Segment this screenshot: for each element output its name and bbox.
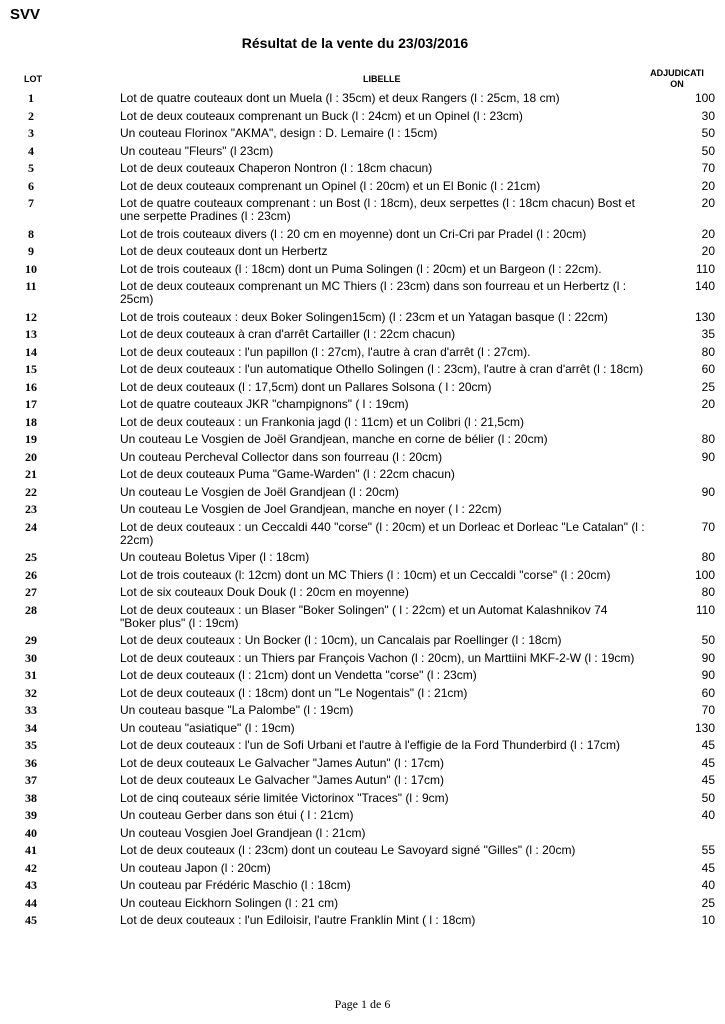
lot-description: Lot de trois couteaux : deux Boker Solingen15cm) (l : 23cm et un Yatagan basque (l : 22cm) <box>120 309 608 324</box>
lot-number: 20 <box>25 449 37 464</box>
table-row <box>0 603 725 631</box>
lot-description: Lot de deux couteaux dont un Herbertz <box>120 244 328 259</box>
table-row <box>0 773 725 788</box>
lot-description: Lot de deux couteaux Le Galvacher "James Autun" (l : 17cm) <box>120 755 445 770</box>
lot-price: 25 <box>701 895 715 910</box>
lot-price: 40 <box>701 878 715 893</box>
lot-number: 13 <box>25 327 37 342</box>
lot-number: 32 <box>25 685 37 700</box>
table-row <box>0 109 725 124</box>
lot-description: Lot de deux couteaux Le Galvacher "James Autun" (l : 17cm) <box>120 773 445 788</box>
lot-description: Lot de trois couteaux (l : 18cm) dont un Puma Solingen (l : 20cm) et un Bargeon (l : 22cm). <box>120 261 602 276</box>
table-row <box>0 651 725 666</box>
lot-number: 7 <box>28 196 34 210</box>
table-row <box>0 756 725 771</box>
lot-number: 37 <box>25 773 37 788</box>
lot-description: Un couteau Eickhorn Solingen (l : 21 cm) <box>120 895 339 910</box>
table-row <box>0 279 725 307</box>
table-row <box>0 310 725 325</box>
lot-description: Lot de deux couteaux : un Ceccaldi 440 "corse" (l : 20cm) et un Dorleac et Dorleac "Le Catalan" (l : 22cm) <box>120 519 645 547</box>
lot-description: Lot de quatre couteaux comprenant : un Bost (l : 18cm), deux serpettes (l : 18cm chacun) Bost et une serpette Pradines (l : 23cm) <box>120 196 635 224</box>
lot-price: 50 <box>701 633 715 648</box>
lot-number: 44 <box>25 895 37 910</box>
table-row <box>0 362 725 377</box>
lot-price: 110 <box>695 602 715 617</box>
lot-description: Lot de deux couteaux : l'un de Sofi Urbani et l'autre à l'effigie de la Ford Thunderbird (l : 17cm) <box>120 738 621 753</box>
lot-number: 24 <box>25 519 37 534</box>
table-row <box>0 179 725 194</box>
lot-price: 55 <box>701 843 715 858</box>
lot-price: 60 <box>701 685 715 700</box>
lots-table <box>0 91 725 931</box>
lot-description: Lot de deux couteaux : un Blaser "Boker Solingen" ( l : 22cm) et un Automat Kalashnikov 74 "Boker plus" (l : 19cm) <box>120 602 608 631</box>
table-row <box>0 668 725 683</box>
lot-description: Lot de deux couteaux : un Thiers par François Vachon (l : 20cm), un Marttiini MKF-2-W (l : 19cm) <box>120 650 635 665</box>
lot-number: 31 <box>25 668 37 683</box>
table-row <box>0 485 725 500</box>
lot-price: 90 <box>701 484 715 499</box>
lot-number: 26 <box>25 567 37 582</box>
lot-number: 9 <box>28 244 34 259</box>
table-row <box>0 144 725 159</box>
lot-description: Lot de deux couteaux comprenant un MC Thiers (l : 23cm) dans son fourreau et un Herbertz (l : 25cm) <box>120 279 627 307</box>
lot-description: Lot de deux couteaux : un Frankonia jagd (l : 11cm) et un Colibri (l : 21,5cm) <box>120 414 524 429</box>
lot-number: 28 <box>25 602 37 617</box>
lot-description: Lot de cinq couteaux série limitée Victorinox "Traces" (l : 9cm) <box>120 790 449 805</box>
table-row <box>0 262 725 277</box>
lot-number: 23 <box>25 502 37 517</box>
lot-price: 80 <box>701 585 715 600</box>
lot-price: 70 <box>701 703 715 718</box>
lot-price: 130 <box>694 309 715 324</box>
table-row <box>0 450 725 465</box>
table-row <box>0 896 725 911</box>
lot-price <box>645 826 715 827</box>
page-number: Page 1 de 6 <box>334 997 391 1011</box>
table-row <box>0 568 725 583</box>
table-row <box>0 502 725 517</box>
lot-price: 35 <box>701 327 715 342</box>
lot-number: 1 <box>28 91 34 105</box>
table-row <box>0 520 725 548</box>
lot-price: 20 <box>701 397 715 412</box>
table-row <box>0 861 725 876</box>
lot-description: Lot de deux couteaux à cran d'arrêt Cartailler (l : 22cm chacun) <box>120 327 456 342</box>
lot-price: 30 <box>701 108 715 123</box>
lot-description: Un couteau Boletus Viper (l : 18cm) <box>120 550 310 565</box>
table-row <box>0 843 725 858</box>
table-row <box>0 686 725 701</box>
lot-number: 18 <box>25 414 37 429</box>
lot-description: Lot de deux couteaux : Un Bocker (l : 10cm), un Cancalais par Roellinger (l : 18cm) <box>120 633 562 648</box>
lot-number: 14 <box>25 344 37 359</box>
lot-number: 15 <box>25 362 37 377</box>
lot-description: Lot de quatre couteaux dont un Muela (l : 35cm) et deux Rangers (l : 25cm, 18 cm) <box>120 91 560 105</box>
table-row <box>0 703 725 718</box>
table-row <box>0 585 725 600</box>
lot-description: Un couteau basque "La Palombe" (l : 19cm) <box>120 703 354 718</box>
table-row <box>0 808 725 823</box>
lot-price: 70 <box>701 161 715 175</box>
lot-description: Lot de deux couteaux (l : 17,5cm) dont un Pallares Solsona ( l : 20cm) <box>120 379 492 394</box>
lot-description: Un couteau Le Vosgien de Joël Grandjean, manche en corne de bélier (l : 20cm) <box>120 432 548 447</box>
lot-number: 12 <box>25 309 37 324</box>
lot-number: 45 <box>25 913 37 928</box>
lot-description: Lot de deux couteaux (l : 21cm) dont un Vendetta "corse" (l : 23cm) <box>120 668 477 683</box>
table-row <box>0 415 725 430</box>
lot-price: 70 <box>701 519 715 534</box>
lot-number: 19 <box>25 432 37 447</box>
lot-number: 5 <box>28 161 34 175</box>
lot-description: Un couteau "Fleurs" (l 23cm) <box>120 143 274 158</box>
lot-number: 29 <box>25 633 37 648</box>
lot-number: 3 <box>28 126 34 140</box>
table-row <box>0 738 725 753</box>
table-row <box>0 380 725 395</box>
column-header-adjudication <box>644 68 710 90</box>
lot-number: 16 <box>25 379 37 394</box>
lot-price: 45 <box>701 860 715 875</box>
lot-price: 20 <box>701 178 715 193</box>
lot-description: Un couteau Gerber dans son étui ( l : 21cm) <box>120 808 354 823</box>
lot-description: Lot de quatre couteaux JKR "champignons" ( l : 19cm) <box>120 397 409 412</box>
lot-description: Un couteau Japon (l : 20cm) <box>120 860 271 875</box>
lot-description: Lot de deux couteaux : l'un Ediloisir, l'autre Franklin Mint ( l : 18cm) <box>120 913 476 928</box>
lot-price: 20 <box>701 196 715 210</box>
lot-price: 80 <box>701 344 715 359</box>
lot-number: 22 <box>25 484 37 499</box>
lot-price: 50 <box>701 126 715 140</box>
lot-price: 40 <box>701 808 715 823</box>
column-header-lot: LOT <box>24 74 42 84</box>
lot-number: 38 <box>25 790 37 805</box>
table-row <box>0 432 725 447</box>
lot-number: 4 <box>28 143 34 158</box>
lot-price: 100 <box>694 567 715 582</box>
table-row <box>0 878 725 893</box>
page-title: Résultat de la vente du 23/03/2016 <box>241 35 469 51</box>
lot-price: 20 <box>701 244 715 259</box>
lot-description: Lot de deux couteaux : l'un papillon (l : 27cm), l'autre à cran d'arrêt (l : 27cm). <box>120 344 531 359</box>
lot-number: 42 <box>25 860 37 875</box>
lot-description: Lot de deux couteaux Puma "Game-Warden" (l : 22cm chacun) <box>120 467 455 482</box>
lot-description: Lot de six couteaux Douk Douk (l : 20cm en moyenne) <box>120 585 409 600</box>
table-row <box>0 126 725 141</box>
lot-price: 110 <box>695 261 715 276</box>
table-row <box>0 196 725 224</box>
table-row <box>0 227 725 242</box>
table-row <box>0 721 725 736</box>
lot-number: 10 <box>25 261 37 276</box>
lot-number: 25 <box>25 550 37 565</box>
lot-price <box>645 415 715 416</box>
lot-description: Lot de deux couteaux : l'un automatique Othello Solingen (l : 23cm), l'autre à cran d'arrêt (l : 18cm) <box>120 362 644 377</box>
table-row <box>0 550 725 565</box>
lot-description: Lot de deux couteaux Chaperon Nontron (l : 18cm chacun) <box>120 161 433 175</box>
lot-description: Un couteau Le Vosgien de Joel Grandjean, manche en noyer ( l : 22cm) <box>120 502 502 517</box>
lot-description: Un couteau Le Vosgien de Joël Grandjean (l : 20cm) <box>120 484 399 499</box>
lot-description: Lot de deux couteaux (l : 18cm) dont un "Le Nogentais" (l : 21cm) <box>120 685 468 700</box>
lot-number: 11 <box>25 279 37 294</box>
table-row <box>0 633 725 648</box>
lot-number: 2 <box>28 108 34 123</box>
lot-price: 80 <box>701 550 715 565</box>
lot-number: 6 <box>28 178 34 193</box>
lot-description: Un couteau "asiatique" (l : 19cm) <box>120 720 295 735</box>
lot-number: 17 <box>25 397 37 412</box>
lot-price: 20 <box>701 226 715 241</box>
lot-number: 27 <box>25 585 37 600</box>
lot-price <box>645 502 715 503</box>
lot-description: Lot de deux couteaux comprenant un Opinel (l : 20cm) et un El Bonic (l : 21cm) <box>120 178 541 193</box>
lot-number: 33 <box>25 703 37 718</box>
lot-number: 8 <box>28 226 34 241</box>
lot-description: Lot de trois couteaux divers (l : 20 cm en moyenne) dont un Cri-Cri par Pradel (l : 20cm) <box>120 226 587 241</box>
table-row <box>0 397 725 412</box>
lot-price: 60 <box>701 362 715 377</box>
lot-description: Un couteau Vosgien Joel Grandjean (l : 21cm) <box>120 825 366 840</box>
table-row <box>0 244 725 259</box>
lot-price: 100 <box>694 91 715 105</box>
lot-price: 80 <box>701 432 715 447</box>
lot-number: 40 <box>25 825 37 840</box>
lot-price: 90 <box>701 650 715 665</box>
lot-description: Un couteau Florinox "AKMA", design : D. Lemaire (l : 15cm) <box>120 126 438 140</box>
lot-number: 43 <box>25 878 37 893</box>
table-row <box>0 91 725 106</box>
lot-number: 35 <box>25 738 37 753</box>
lot-price: 10 <box>701 913 715 928</box>
lot-price: 25 <box>701 379 715 394</box>
lot-price: 90 <box>701 668 715 683</box>
lot-description: Lot de deux couteaux comprenant un Buck (l : 24cm) et un Opinel (l : 23cm) <box>120 108 523 123</box>
lot-price: 140 <box>694 279 715 294</box>
lot-price: 90 <box>701 449 715 464</box>
lot-number: 30 <box>25 650 37 665</box>
lot-description: Un couteau par Frédéric Maschio (l : 18cm) <box>120 878 351 893</box>
table-row <box>0 327 725 342</box>
column-header-adjudication-line2: ON <box>670 79 684 89</box>
org-label: SVV <box>10 6 41 23</box>
lot-number: 34 <box>25 720 37 735</box>
lot-price <box>645 467 715 468</box>
table-row <box>0 467 725 482</box>
lot-number: 21 <box>25 467 37 482</box>
lot-description: Lot de deux couteaux (l : 23cm) dont un couteau Le Savoyard signé "Gilles" (l : 20cm) <box>120 843 576 858</box>
lot-number: 39 <box>25 808 37 823</box>
table-row <box>0 161 725 176</box>
lot-price: 50 <box>701 143 715 158</box>
lot-price: 45 <box>701 755 715 770</box>
table-row <box>0 913 725 928</box>
table-row <box>0 791 725 806</box>
lot-number: 36 <box>25 755 37 770</box>
lot-price: 50 <box>701 790 715 805</box>
lot-price: 45 <box>701 738 715 753</box>
lot-description: Un couteau Percheval Collector dans son fourreau (l : 20cm) <box>120 449 443 464</box>
table-row <box>0 826 725 841</box>
column-header-libelle: LIBELLE <box>363 74 401 84</box>
lot-price: 45 <box>701 773 715 788</box>
table-row <box>0 345 725 360</box>
lot-number: 41 <box>25 843 37 858</box>
lot-description: Lot de trois couteaux (l: 12cm) dont un MC Thiers (l : 10cm) et un Ceccaldi "corse" (l : 20cm) <box>120 567 611 582</box>
column-header-adjudication-line1: ADJUDICATI <box>650 68 704 78</box>
lot-price: 130 <box>694 720 715 735</box>
